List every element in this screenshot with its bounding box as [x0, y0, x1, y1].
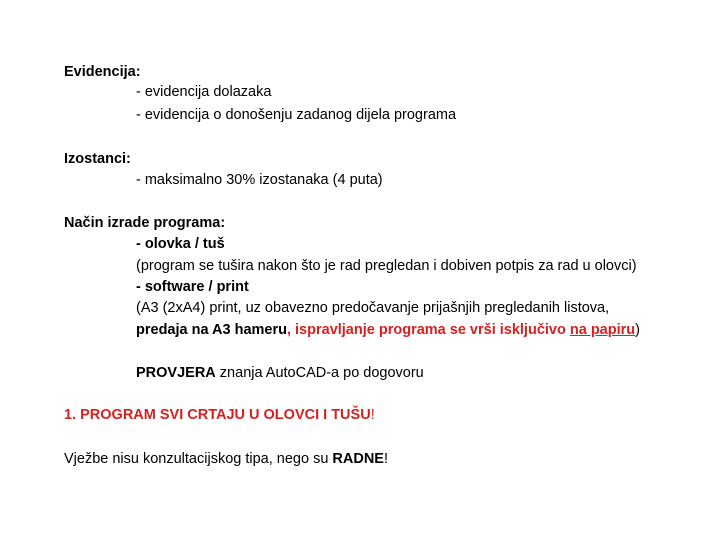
predaja-text: predaja na A3 hameru	[136, 322, 287, 338]
izostanci-item: - maksimalno 30% izostanaka (4 puta)	[136, 172, 383, 188]
vjezbe-text: Vježbe nisu konzultacijskog tipa, nego su	[64, 451, 333, 467]
rule1-line	[64, 406, 375, 424]
provjera-bold: PROVJERA	[136, 365, 216, 381]
nacin-software: - software / print	[136, 279, 249, 295]
vjezbe-radne: RADNE	[332, 451, 384, 467]
izostanci-heading: Izostanci:	[64, 151, 131, 167]
na-papiru-text: na papiru	[569, 322, 636, 338]
vjezbe-excl: !	[383, 451, 389, 467]
ispravljanje-text: ispravljanje programa se vrši isključivo	[295, 322, 566, 338]
rule1-text: 1. PROGRAM SVI CRTAJU U OLOVCI I TUŠU	[64, 407, 371, 423]
nacin-heading: Način izrade programa:	[64, 215, 226, 231]
nacin-olovka-note: (program se tušira nakon što je rad pregledan i dobiven potpis za rad u olovci)	[136, 258, 637, 274]
nacin-olovka: - olovka / tuš	[136, 236, 225, 252]
predaja-close-paren: )	[635, 322, 640, 338]
nacin-software-note: (A3 (2xA4) print, uz obavezno predočavanje prijašnjih pregledanih listova,	[136, 300, 610, 316]
provjera-line	[136, 364, 424, 382]
vjezbe-line	[64, 450, 388, 468]
rule1-excl: !	[370, 407, 375, 423]
evidencija-item-dolasci: - evidencija dolazaka	[136, 84, 272, 100]
evidencija-heading: Evidencija:	[64, 64, 141, 80]
provjera-rest: znanja AutoCAD-a po dogovoru	[215, 365, 424, 381]
nacin-predaja-line	[136, 321, 640, 339]
predaja-comma: ,	[286, 322, 291, 338]
evidencija-item-program: - evidencija o donošenju zadanog dijela programa	[136, 107, 457, 123]
